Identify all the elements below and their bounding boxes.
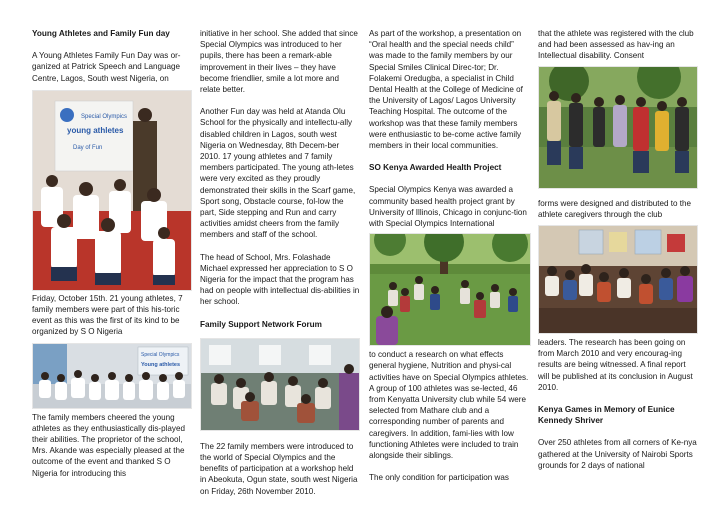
paragraph: to conduct a research on what effects general hygiene, Nutrition and physi-cal activities have on Special Olympics athletes. A group of 100 athletes was se-lected, 46 from Kenyatta University club while 54 were selected from Mathare club and a corresponding number of parents and caregivers. In addition, fami-lies with low functioning Athletes were included to train alongside their siblings. — [369, 350, 529, 461]
section-heading-kenya-health: SO Kenya Awarded Health Project — [369, 163, 502, 173]
photo-kenya-athletes-outdoor — [538, 66, 698, 189]
paragraph: As part of the workshop, a presentation on “Oral health and the special needs child” was made to the family members by our Special Smiles Clinical Direc-tor; Dr. Folakemi Oredugba, a specialist in Child Dental Health at the College of Medicine of the University of Lagos/ Lagos University Teaching Hospital. The outcome of the workshop was that these family members were enthusiastic to be-come active family members in their local communities. — [369, 29, 523, 151]
paragraph: The head of School, Mrs. Folashade Michael expressed her appreciation to S O Nigeria for the impact that the program has had on people with intellectual dis-abilities in her school. — [200, 252, 360, 307]
banner-line: Day of Fun — [73, 144, 103, 151]
paragraph: The only condition for participation was — [369, 473, 509, 483]
paragraph: Another Fun day was held at Atanda Olu School for the physically and intellectu-ally disabled children in Lagos, south west Nigeria on Wednesday, 8th Decem-ber 2010. 17 young athletes and 7 family members participated. The young ath-letes were very excited as they proudly demonstrated their skills in the Scarf game, Sport song, Obstacle course, fol-low the part, Side stepping and Run and carry activities amidst cheers from the family members and staff of the school. — [200, 107, 356, 240]
paragraph: that the athlete was registered with the club and had been assessed as hav-ing an Intellectual disability. Consent — [538, 29, 694, 61]
photo-young-athletes-group — [32, 343, 192, 409]
column-4 — [538, 28, 698, 471]
paragraph: initiative in her school. She added that since Special Olympics was introduced to her pupils, there has been a remark-able improvement in their lives – they have become friendlier, smile a lot more and relate better. — [200, 29, 358, 95]
column-3 — [369, 28, 530, 483]
paragraph: forms were designed and distributed to the athlete caregivers through the club — [538, 198, 691, 219]
paragraph: leaders. The research has been going on from March 2010 and very encourag-ing results are being witnessed. A final report will be published at its conclusion in August 2010. — [538, 338, 693, 392]
section-heading-kenya-games: Kenya Games in Memory of Eunice Kennedy Shriver — [538, 405, 675, 426]
banner-line: Special Olympics — [81, 113, 128, 120]
paragraph: Friday, October 15th. 21 young athletes, 7 family members were part of this his-toric event as this was the first of its kind to be organized by S O Nigeria — [32, 293, 183, 337]
section-heading-family-support: Family Support Network Forum — [200, 319, 322, 329]
banner-line: Young athletes — [141, 361, 181, 368]
photo-kenya-health-gathering — [369, 233, 531, 346]
paragraph: Over 250 athletes from all corners of Ke-nya gathered at the University of Nairobi Sports grounds for 2 days of national — [538, 438, 697, 470]
column-1 — [32, 28, 190, 479]
column-2 — [200, 28, 360, 497]
paragraph: A Young Athletes Family Fun Day was or-ganized at Patrick Speech and Language Centre, Lagos, South west Nigeria, on — [32, 51, 181, 83]
paragraph: Special Olympics Kenya was awarded a community based health project grant by University of Illinois, Chicago in conjunc-tion with Special Olympics International — [369, 185, 527, 229]
banner-line: Special Olympics — [141, 351, 180, 358]
paragraph: The family members cheered the young athletes as they enthusiastically dis-played their abilities. The proprietor of the school, Mrs. Akande was especially pleased at the outcome of the event and thanked S O Nigeria for introducing this — [32, 412, 185, 478]
paragraph: The 22 family members were introduced to the world of Special Olympics and the benefits of participation at a workshop held in Abeokuta, Ogun state, south west Nigeria on Friday, 26th November 2010. — [200, 441, 358, 496]
photo-young-athletes-circle — [32, 90, 192, 291]
photo-family-forum — [200, 338, 360, 431]
photo-kenya-classroom — [538, 225, 698, 334]
section-heading-young-athletes: Young Athletes and Family Fun day — [32, 29, 170, 38]
banner-line: young athletes — [67, 125, 124, 135]
